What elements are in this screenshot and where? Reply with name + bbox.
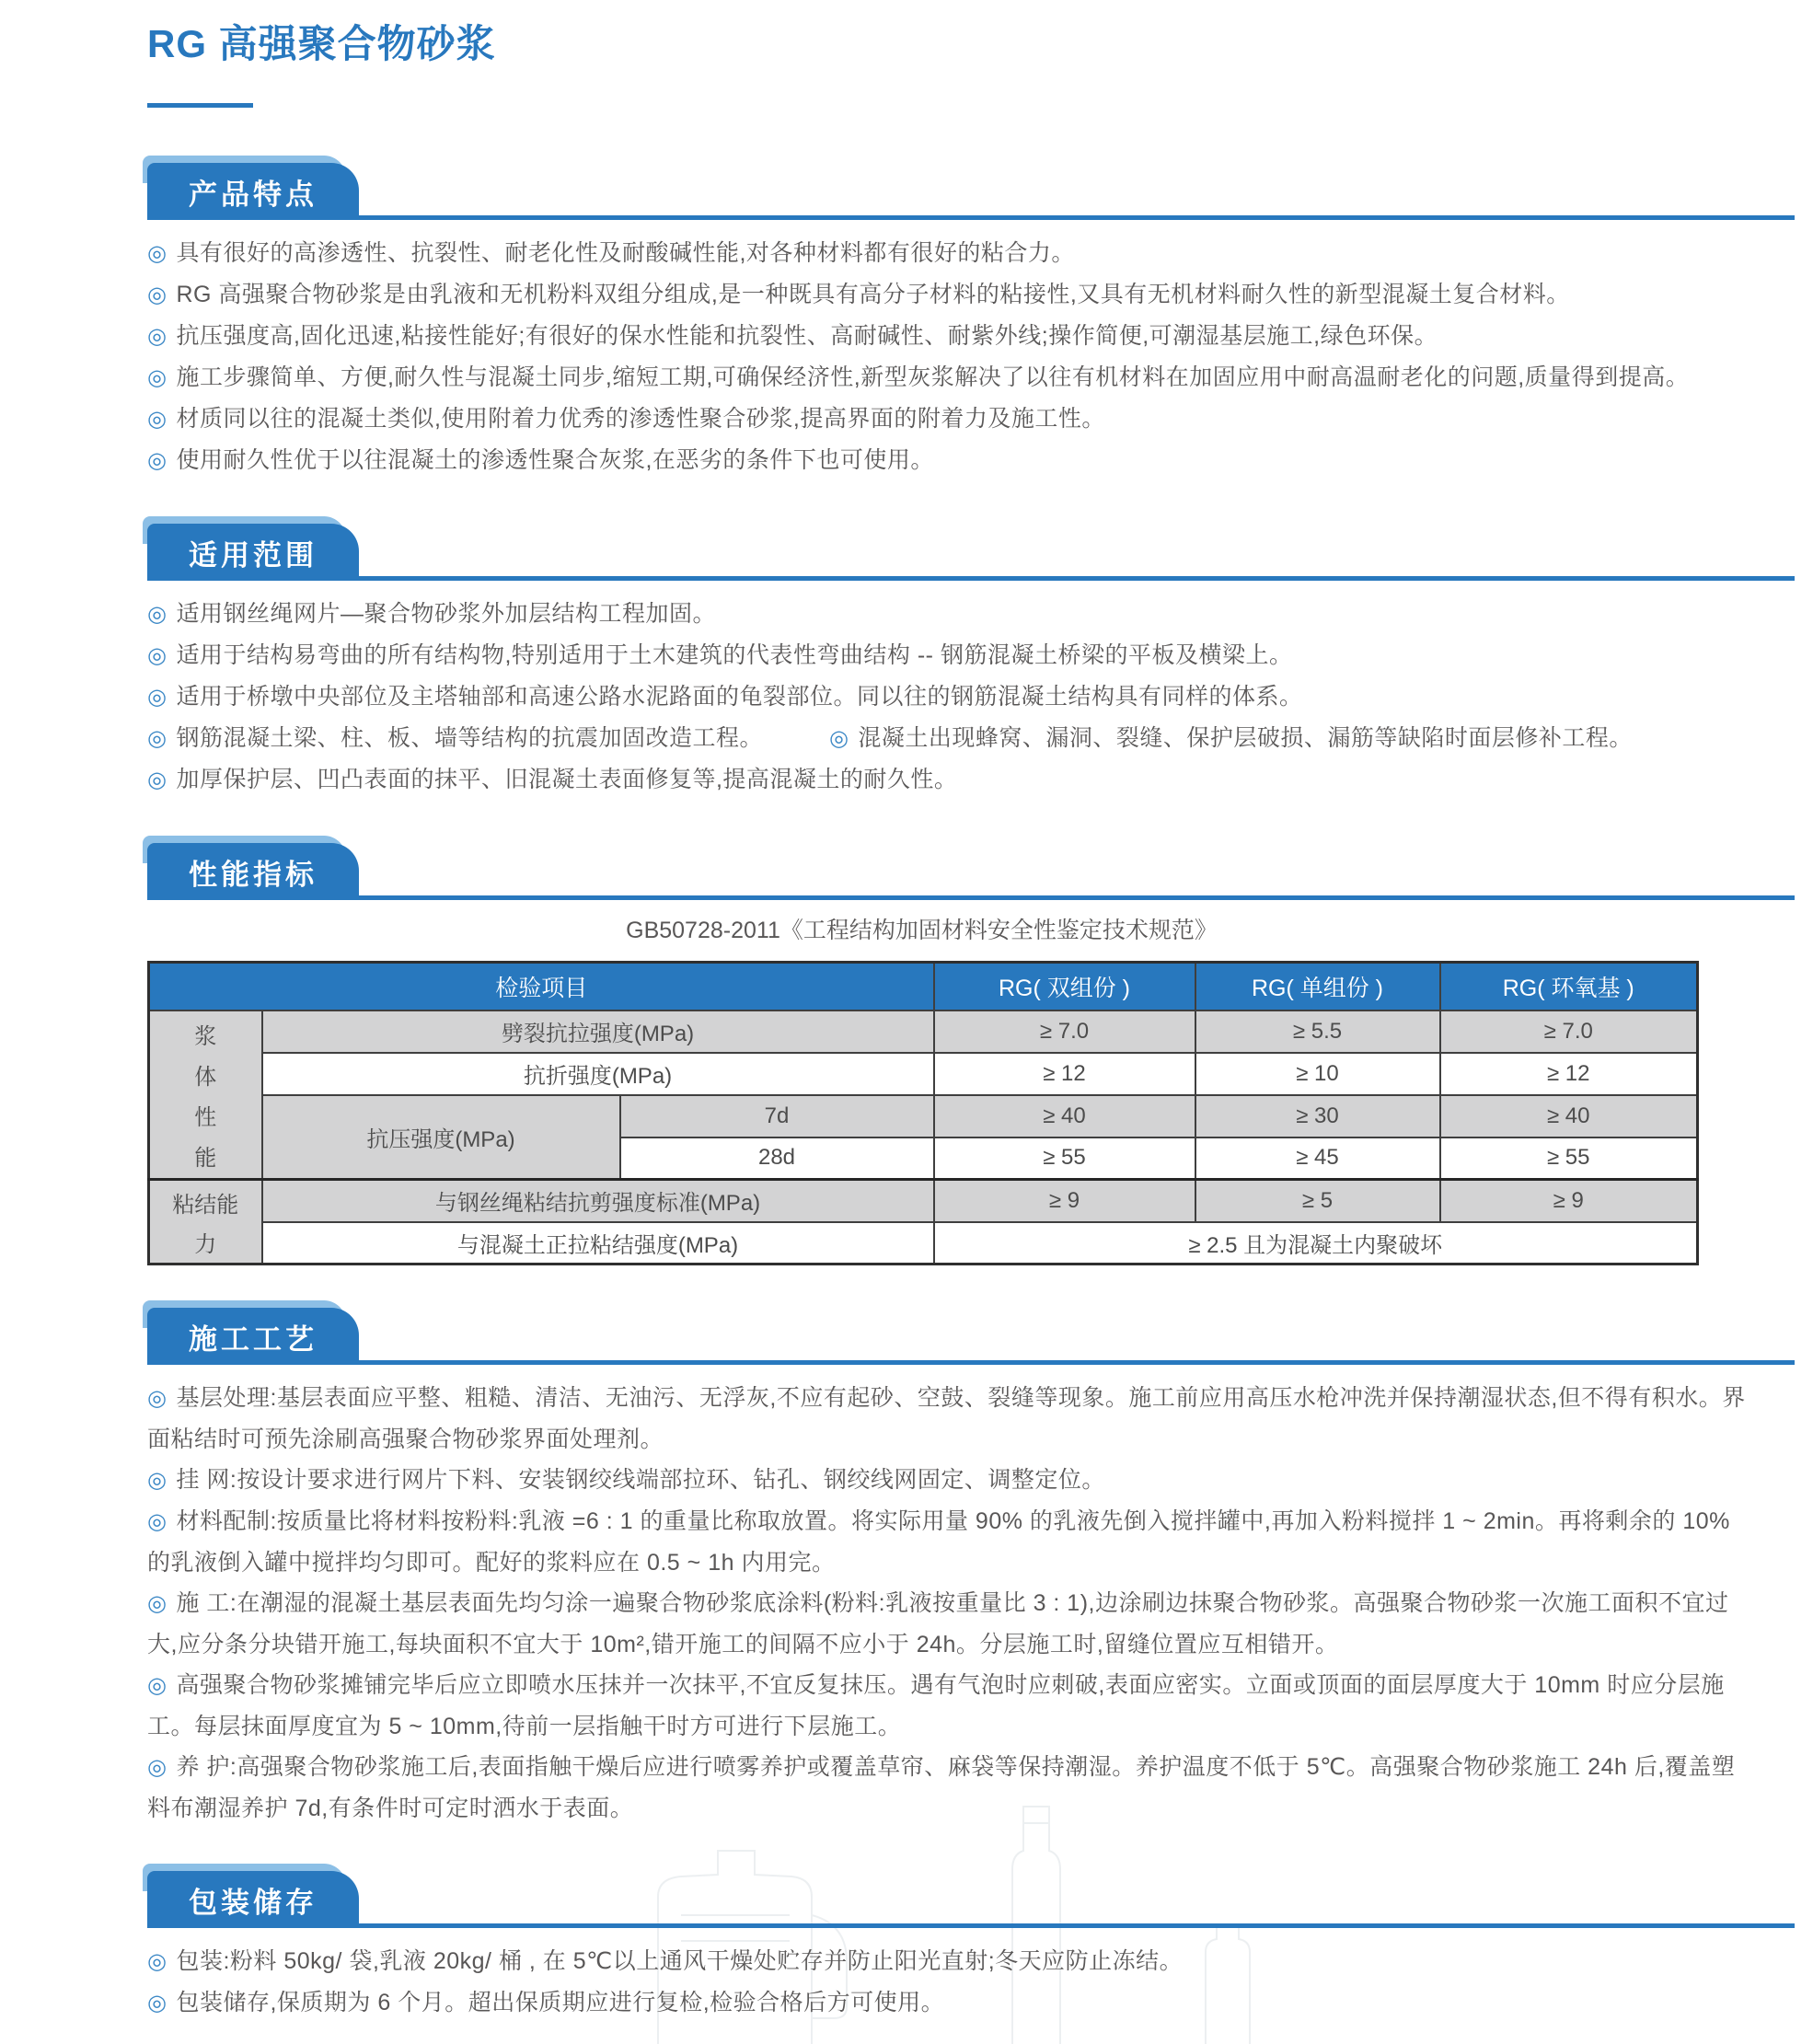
vlabel-char: 性: [194, 1104, 217, 1130]
list-item: [147, 440, 1749, 481]
list-item: [147, 635, 1749, 676]
table-header-row: [149, 963, 1698, 1010]
section-scope: [147, 524, 1795, 801]
value-cell: ≥ 7.0: [934, 1010, 1195, 1053]
bullet-icon: ◎: [147, 1755, 167, 1780]
list-item-pair: [147, 718, 1749, 759]
group-cell-bond: [149, 1180, 262, 1265]
bullet-text: 混凝土出现蜂窝、漏洞、裂缝、保护层破损、漏筋等缺陷时面层修补工程。: [858, 725, 1633, 751]
bullet-icon: ◎: [147, 1509, 167, 1534]
value-cell: ≥ 12: [934, 1053, 1195, 1095]
table-row: [149, 1010, 1698, 1053]
list-item: [147, 274, 1749, 316]
bullet-icon: ◎: [147, 1949, 167, 1974]
section-packaging: [147, 1871, 1795, 2024]
list-item: [147, 233, 1749, 274]
value-cell: ≥ 9: [934, 1180, 1195, 1222]
bullet-icon: ◎: [147, 643, 167, 668]
section-badge: [147, 843, 359, 900]
bullet-text: 材料配制:按质量比将材料按粉料:乳液 =6 : 1 的重量比称取放置。将实际用量 90% 的乳液先倒入搅拌罐中,再加入粉料搅拌 1 ~ 2min。再将剩余的 10% 的乳液倒入罐中搅拌均匀即可。配好的浆料应在 0.5 ~ 1h 内用完。: [147, 1508, 1730, 1576]
bullet-text: 挂 网:按设计要求进行网片下料、安装钢绞线端部拉环、钻孔、钢绞线网固定、调整定位。: [176, 1467, 1105, 1493]
bullet-icon: ◎: [147, 768, 167, 792]
header-cell-item: 检验项目: [149, 963, 934, 1010]
bullet-icon: ◎: [147, 324, 167, 349]
list-item: [147, 676, 1749, 718]
section-header: [147, 524, 1795, 581]
table-caption: GB50728-2011《工程结构加固材料安全性鉴定技术规范》: [626, 918, 1218, 943]
section-header: [147, 1871, 1795, 1928]
list-item: [147, 759, 1749, 801]
bullet-icon: ◎: [147, 283, 167, 307]
section-badge: [147, 163, 359, 220]
section-heading: 施工工艺: [189, 1322, 318, 1356]
header-cell-rg1: RG( 单组份 ): [1195, 963, 1440, 1010]
bullet-text: 抗压强度高,固化迅速,粘接性能好;有很好的保水性能和抗裂性、高耐碱性、耐紫外线;操作简便,可潮湿基层施工,绿色环保。: [176, 323, 1438, 349]
table-row: [149, 1095, 1698, 1137]
table-row: [149, 1180, 1698, 1222]
value-cell: ≥ 55: [1440, 1137, 1698, 1180]
bullet-text: 包装:粉料 50kg/ 袋,乳液 20kg/ 桶 , 在 5℃以上通风干燥处贮存并防止阳光直射;冬天应防止冻结。: [176, 1948, 1184, 1974]
bullet-text: 施工步骤简单、方便,耐久性与混凝土同步,缩短工期,可确保经济性,新型灰浆解决了以往有机材料在加固应用中耐高温耐老化的问题,质量得到提高。: [176, 364, 1690, 390]
section-process: [147, 1308, 1795, 1829]
section-heading: 产品特点: [189, 178, 318, 211]
section-heading: 适用范围: [189, 538, 318, 572]
bullet-icon: ◎: [147, 685, 167, 710]
vlabel-char: 浆: [194, 1023, 217, 1049]
bullet-list: [147, 233, 1749, 481]
value-cell: ≥ 5: [1195, 1180, 1440, 1222]
section-heading: 包装储存: [189, 1886, 318, 1919]
page-title: RG 高强聚合物砂浆: [147, 22, 496, 65]
value-cell: ≥ 45: [1195, 1137, 1440, 1180]
bullet-text: 包装储存,保质期为 6 个月。超出保质期应进行复检,检验合格后方可使用。: [176, 1990, 945, 2015]
item-cell: 劈裂抗拉强度(MPa): [262, 1010, 934, 1053]
bullet-text: 高强聚合物砂浆摊铺完毕后应立即喷水压抹并一次抹平,不宜反复抹压。遇有气泡时应刺破,表面应密实。立面或顶面的面层厚度大于 10mm 时应分层施工。每层抹面厚度宜为 5 ~ 10mm,待前一层指触干时方可进行下层施工。: [147, 1672, 1725, 1739]
vertical-label: [150, 1183, 261, 1262]
bullet-text: RG 高强聚合物砂浆是由乳液和无机粉料双组分组成,是一种既具有高分子材料的粘接性,又具有无机材料耐久性的新型混凝土复合材料。: [176, 282, 1570, 307]
section-performance: [147, 843, 1795, 1265]
bullet-icon: ◎: [147, 407, 167, 432]
bullet-text: 加厚保护层、凹凸表面的抹平、旧混凝土表面修复等,提高混凝土的耐久性。: [176, 767, 958, 792]
list-item: [147, 357, 1749, 398]
bullet-icon: ◎: [147, 1591, 167, 1616]
list-item: [147, 1583, 1749, 1665]
item-cell: 抗压强度(MPa): [262, 1095, 620, 1180]
bullet-list: [147, 1378, 1749, 1829]
section-badge: [147, 524, 359, 581]
list-item: [147, 1941, 1749, 1982]
bullet-text: 施 工:在潮湿的混凝土基层表面先均匀涂一遍聚合物砂浆底涂料(粉料:乳液按重量比 3 : 1),边涂刷边抹聚合物砂浆。高强聚合物砂浆一次施工面积不宜过大,应分条分块错开施工,每块面积不宜大于 10m²,错开施工的间隔不应小于 24h。分层施工时,留缝位置应互相错开。: [147, 1590, 1729, 1657]
list-item: [147, 1747, 1749, 1829]
section-badge: [147, 1308, 359, 1365]
section-badge: [147, 1871, 359, 1928]
list-item: [147, 594, 1749, 635]
group-cell-paste: [149, 1010, 262, 1180]
bullet-icon: ◎: [147, 602, 167, 627]
bullet-list: [147, 1941, 1749, 2024]
value-cell: ≥ 30: [1195, 1095, 1440, 1137]
section-features: [147, 163, 1795, 481]
bullet-text: 适用于结构易弯曲的所有结构物,特别适用于土木建筑的代表性弯曲结构 -- 钢筋混凝土桥梁的平板及横梁上。: [176, 642, 1293, 668]
performance-table: [147, 961, 1699, 1265]
table-row: [149, 1053, 1698, 1095]
bullet-text: 基层处理:基层表面应平整、粗糙、清洁、无油污、无浮灰,不应有起砂、空鼓、裂缝等现象。施工前应用高压水枪冲洗并保持潮湿状态,但不得有积水。界面粘结时可预先涂刷高强聚合物砂浆界面处理剂。: [147, 1385, 1746, 1452]
header-cell-rge: RG( 环氧基 ): [1440, 963, 1698, 1010]
list-item: [147, 1665, 1749, 1747]
value-cell: ≥ 10: [1195, 1053, 1440, 1095]
section-heading: 性能指标: [189, 858, 318, 891]
section-rule: [147, 215, 1795, 220]
section-rule: [147, 1360, 1795, 1365]
bullet-list: [147, 594, 1749, 801]
value-cell: ≥ 12: [1440, 1053, 1698, 1095]
bullet-icon: ◎: [147, 1991, 167, 2015]
sub-cell: 28d: [620, 1137, 934, 1180]
vlabel-char: 能: [194, 1145, 217, 1171]
bullet-icon: ◎: [147, 1468, 167, 1493]
vlabel-char: 力: [194, 1231, 217, 1257]
bullet-text: 养 护:高强聚合物砂浆施工后,表面指触干燥后应进行喷雾养护或覆盖草帘、麻袋等保持潮湿。养护温度不低于 5℃。高强聚合物砂浆施工 24h 后,覆盖塑料布潮湿养护 7d,有条件时可定时洒水于表面。: [147, 1754, 1736, 1821]
merged-value-cell: ≥ 2.5 且为混凝土内聚破坏: [934, 1222, 1698, 1265]
bullet-text: 适用于桥墩中央部位及主塔轴部和高速公路水泥路面的龟裂部位。同以往的钢筋混凝土结构具有同样的体系。: [176, 684, 1303, 710]
item-cell: 抗折强度(MPa): [262, 1053, 934, 1095]
item-cell: 与混凝土正拉粘结强度(MPa): [262, 1222, 934, 1265]
value-cell: ≥ 40: [934, 1095, 1195, 1137]
section-header: [147, 1308, 1795, 1365]
vlabel-char: 体: [194, 1064, 217, 1090]
list-item: [147, 1460, 1749, 1501]
value-cell: ≥ 55: [934, 1137, 1195, 1180]
list-item: [147, 316, 1749, 357]
bullet-icon: ◎: [147, 448, 167, 473]
value-cell: ≥ 40: [1440, 1095, 1698, 1137]
list-item: [147, 1501, 1749, 1583]
table-row: [149, 1222, 1698, 1265]
bullet-icon: ◎: [147, 726, 167, 751]
list-item: [147, 398, 1749, 440]
bullet-text: 使用耐久性优于以往混凝土的渗透性聚合灰浆,在恶劣的条件下也可使用。: [176, 447, 934, 473]
section-rule: [147, 576, 1795, 581]
section-rule: [147, 1923, 1795, 1928]
section-header: [147, 843, 1795, 900]
header-cell-rg2: RG( 双组份 ): [934, 963, 1195, 1010]
bullet-text: 材质同以往的混凝土类似,使用附着力优秀的渗透性聚合砂浆,提高界面的附着力及施工性。: [176, 406, 1105, 432]
title-underline: [147, 103, 253, 108]
list-item: [147, 1378, 1749, 1460]
bullet-icon: ◎: [147, 1386, 167, 1411]
bullet-icon: ◎: [147, 241, 167, 266]
bullet-icon: ◎: [147, 1673, 167, 1698]
bullet-icon: ◎: [147, 365, 167, 390]
bullet-text: 适用钢丝绳网片—聚合物砂浆外加层结构工程加固。: [176, 601, 716, 627]
vlabel-char: 粘结能: [172, 1192, 239, 1218]
section-header: [147, 163, 1795, 220]
section-rule: [147, 895, 1795, 900]
item-cell: 与钢丝绳粘结抗剪强度标准(MPa): [262, 1180, 934, 1222]
sub-cell: 7d: [620, 1095, 934, 1137]
list-item: [147, 1982, 1749, 2024]
value-cell: ≥ 9: [1440, 1180, 1698, 1222]
bullet-text: 钢筋混凝土梁、柱、板、墙等结构的抗震加固改造工程。: [176, 725, 763, 751]
value-cell: ≥ 5.5: [1195, 1010, 1440, 1053]
vertical-label: [150, 1013, 261, 1175]
bullet-text: 具有很好的高渗透性、抗裂性、耐老化性及耐酸碱性能,对各种材料都有很好的粘合力。: [176, 240, 1075, 266]
value-cell: ≥ 7.0: [1440, 1010, 1698, 1053]
bullet-icon: ◎: [828, 726, 849, 751]
